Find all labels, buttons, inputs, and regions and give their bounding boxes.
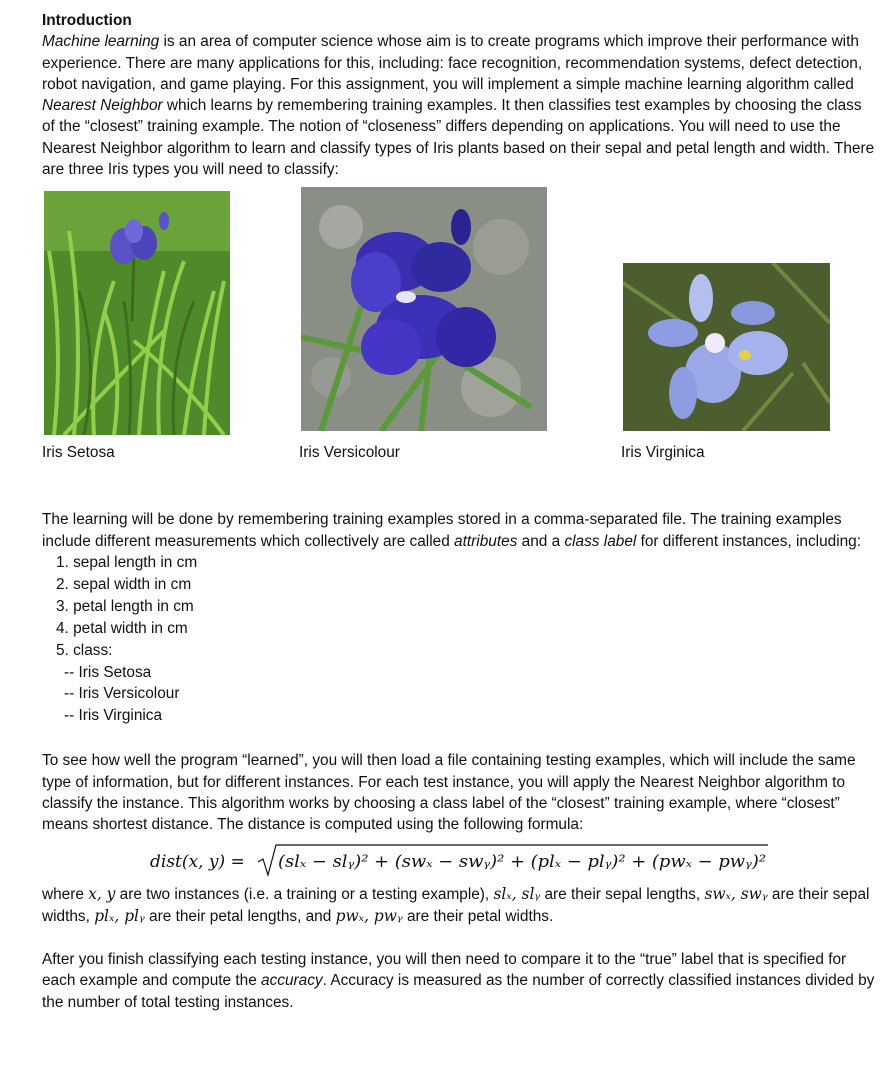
- formula-radicand: (slₓ − slᵧ)² + (swₓ − swᵧ)² + (plₓ − plᵧ)² + (pwₓ − pwᵧ)²: [278, 852, 767, 873]
- where-text: where: [42, 886, 89, 904]
- learning-text-1: The learning will be done by remembering training examples stored in a comma-separated file. The training examples include different measurements which collectively are called: [42, 511, 842, 550]
- class-list-item: -- Iris Virginica: [64, 707, 163, 725]
- iris-setosa-photo: [44, 191, 230, 435]
- where-text: are two instances (i.e. a training or a testing example),: [115, 886, 494, 904]
- distance-formula: [42, 842, 878, 878]
- learning-text-3: for different instances, including:: [636, 532, 862, 550]
- intro-text-2: which learns by remembering training examples. It then classifies test examples by choosing the class of the “closest” training example. The notion of “closeness” differs depending on applications. You will need to use the Nearest Neighbor algorithm to learn and classify types of Iris plants based on their sepal and petal length and width. There are three Iris types you will need to classify:: [42, 97, 875, 179]
- nn-term: Nearest Neighbor: [42, 97, 163, 115]
- testing-paragraph: To see how well the program “learned”, you will then load a file containing testing examples, which will include the same type of information, but for different instances. For each test instance, you will apply the Nearest Neighbor algorithm to classify the instance. This algorithm works by choosing a class label of the “closest” training example, where “closest” means shortest distance. The distance is computed using the following formula:: [42, 752, 856, 834]
- iris-photos: [42, 191, 878, 463]
- var-sl: slₓ, slᵧ: [493, 885, 541, 904]
- list-item: 1. sepal length in cm: [56, 553, 198, 571]
- accuracy-paragraph: [42, 949, 878, 1013]
- caption-setosa: Iris Setosa: [42, 444, 115, 462]
- section-heading: Introduction: [42, 12, 132, 29]
- var-pl: plₓ, plᵧ: [94, 906, 145, 925]
- formula-lhs: dist(x, y) =: [150, 852, 245, 873]
- list-item: 3. petal length in cm: [56, 597, 194, 615]
- iris-virginica-photo: [623, 263, 830, 431]
- where-text: are their sepal widths,: [42, 886, 870, 925]
- learning-text-2: and a: [517, 532, 565, 550]
- intro-text-1: is an area of computer science whose aim is to create programs which improve their performance with experience. There are many applications for this, including: face recognition, recommendation systems, defect detection, robot navigation, and game playing. For this assignment, you will implement a simple machine learning algorithm called: [42, 33, 863, 93]
- accuracy-text-1: After you finish classifying each testing instance, you will then need to compare it to the “true” label that is specified for each example and compute the: [42, 951, 847, 990]
- where-paragraph: [42, 884, 878, 927]
- iris-versicolour-photo: [301, 187, 547, 431]
- where-text: are their petal lengths, and: [144, 907, 336, 925]
- list-item: 4. petal width in cm: [56, 619, 188, 637]
- list-item: 2. sepal width in cm: [56, 575, 192, 593]
- caption-virginica: Iris Virginica: [621, 444, 705, 462]
- caption-versicolour: Iris Versicolour: [299, 444, 400, 462]
- where-text: are their sepal lengths,: [540, 886, 705, 904]
- var-xy: x, y: [88, 885, 116, 904]
- ml-term: Machine learning: [42, 33, 160, 51]
- var-pw: pwₓ, pwᵧ: [335, 906, 403, 925]
- class-list-item: -- Iris Versicolour: [64, 685, 180, 703]
- accuracy-term: accuracy: [261, 972, 323, 990]
- accuracy-text-2: . Accuracy is measured as the number of correctly classified instances divided by the number of total testing instances.: [42, 972, 875, 1011]
- class-label-term: class label: [564, 532, 637, 550]
- attributes-term: attributes: [454, 532, 518, 550]
- list-item: 5. class:: [56, 641, 113, 659]
- class-list-item: -- Iris Setosa: [64, 663, 152, 681]
- attribute-list: [42, 552, 878, 727]
- where-text: are their petal widths.: [402, 907, 554, 925]
- var-sw: swₓ, swᵧ: [704, 885, 768, 904]
- intro-paragraph: [42, 31, 878, 180]
- learning-paragraph: [42, 509, 878, 552]
- document-page: [42, 10, 878, 1013]
